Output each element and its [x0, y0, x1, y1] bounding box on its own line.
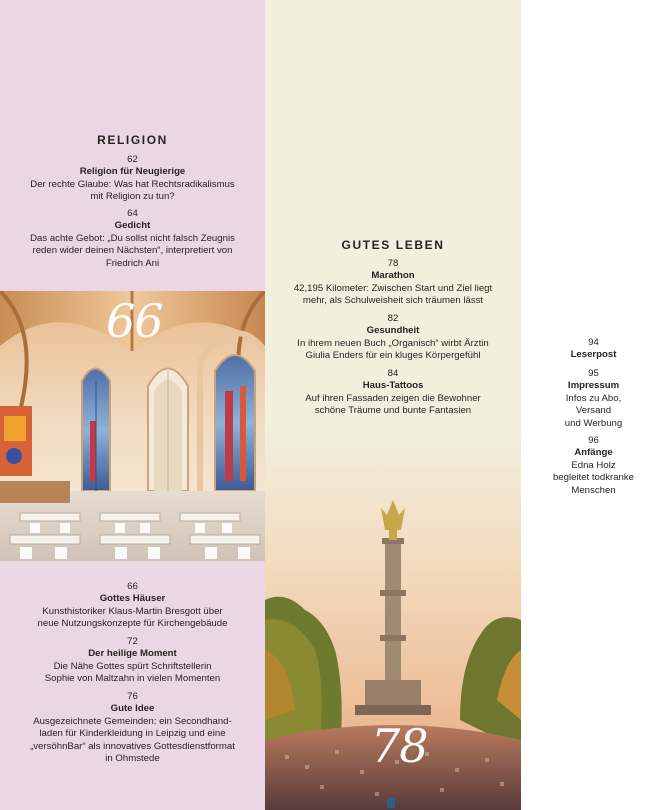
toc-entry-haus-tattoos[interactable] [273, 368, 513, 418]
entry-description-line: Menschen [571, 484, 616, 496]
page-number: 95 [588, 368, 599, 379]
entry-headline: Haus-Tattoos [362, 380, 424, 392]
entry-description-line: Die Nähe Gottes spürt Schriftstellerin [53, 660, 212, 672]
entry-description-line: mit Religion zu tun? [90, 191, 175, 203]
entry-headline: Anfänge [574, 447, 613, 459]
toc-entry-anfaenge[interactable] [521, 435, 666, 497]
entry-headline: Impressum [567, 380, 620, 392]
page-number: 96 [588, 435, 599, 446]
toc-entry-gottes-haeuser[interactable] [12, 581, 253, 631]
entry-headline: Gesundheit [366, 325, 420, 337]
page-number: 78 [387, 258, 399, 269]
entry-description-line: laden für Kinderkleidung in Leipzig und eine [39, 728, 226, 740]
toc-entry-gute-idee[interactable] [12, 691, 253, 765]
entry-description-line: schöne Träume und bunte Fantasien [314, 405, 472, 417]
toc-entry-gedicht[interactable] [12, 208, 253, 270]
entry-description-line: In ihrem neuen Buch „Organisch“ wirbt Ärztin [297, 337, 489, 349]
gutes-leben-title: GUTES LEBEN [341, 238, 445, 252]
entry-description-line: neue Nutzungskonzepte für Kirchengebäude [37, 618, 228, 630]
entry-description-line: Sophie von Maltzahn in vielen Momenten [44, 673, 221, 685]
page-number: 82 [387, 313, 399, 324]
page-number: 72 [127, 636, 138, 647]
entry-headline: Religion für Neugierige [79, 166, 186, 178]
toc-entry-religion-neugierige[interactable] [12, 154, 253, 204]
entry-description-line: Edna Holz [571, 459, 616, 471]
entry-description-line: Das achte Gebot: „Du sollst nicht falsch Zeugnis [30, 232, 235, 244]
page-number: 94 [588, 337, 599, 348]
page-number: 62 [127, 154, 138, 165]
gutes-leben-column [265, 0, 521, 810]
entry-description-line: Infos zu Abo, [565, 392, 622, 404]
religion-column [0, 0, 265, 810]
entry-description-line: Kunsthistoriker Klaus-Martin Bresgott über [42, 605, 223, 617]
toc-entry-marathon[interactable] [273, 258, 513, 308]
entry-description-line: Ausgezeichnete Gemeinden: ein Secondhand- [33, 715, 232, 727]
entry-description-line: begleitet todkranke [552, 472, 635, 484]
extras-column [521, 0, 666, 810]
entry-description-line: 42,195 Kilometer: Zwischen Start und Ziel liegt [293, 282, 493, 294]
page-number: 76 [127, 691, 138, 702]
entry-description-line: mehr, als Schulweisheit sich träumen lässt [302, 295, 484, 307]
page-number: 66 [127, 581, 138, 592]
toc-entry-heilige-moment[interactable] [12, 636, 253, 686]
photo-page-number: 78 [371, 719, 428, 773]
religion-title: RELIGION [97, 133, 168, 147]
page-number: 84 [387, 368, 399, 379]
entry-headline: Leserpost [570, 349, 617, 361]
entry-headline: Gottes Häuser [99, 593, 166, 605]
entry-description-line: reden wider deinen Nächsten“, interpretiert von [32, 245, 233, 257]
entry-headline: Der heilige Moment [88, 648, 177, 660]
photo-page-number: 66 [106, 294, 163, 348]
entry-description-line: Auf ihren Fassaden zeigen die Bewohner [305, 392, 481, 404]
entry-headline: Gedicht [114, 220, 151, 232]
page-number: 64 [127, 208, 138, 219]
toc-entry-gesundheit[interactable] [273, 313, 513, 363]
entry-description-line: und Werbung [564, 417, 623, 429]
marathon-berlin-photo [265, 420, 521, 810]
entry-description-line: Der rechte Glaube: Was hat Rechtsradikalismus [30, 178, 235, 190]
entry-description-line: Versand [575, 405, 612, 417]
entry-description-line: Giulia Enders für ein kluges Körpergefühl [305, 350, 481, 362]
entry-description-line: in Ohmstede [105, 753, 160, 765]
toc-entry-impressum[interactable] [521, 368, 666, 430]
entry-headline: Gute Idee [110, 703, 155, 715]
entry-description-line: „versöhnBar“ als innovatives Gottesdienstformat [30, 740, 235, 752]
entry-headline: Marathon [371, 270, 415, 282]
church-interior-photo [0, 291, 265, 561]
toc-entry-leserpost[interactable] [521, 337, 666, 362]
entry-description-line: Friedrich Ani [105, 257, 160, 269]
